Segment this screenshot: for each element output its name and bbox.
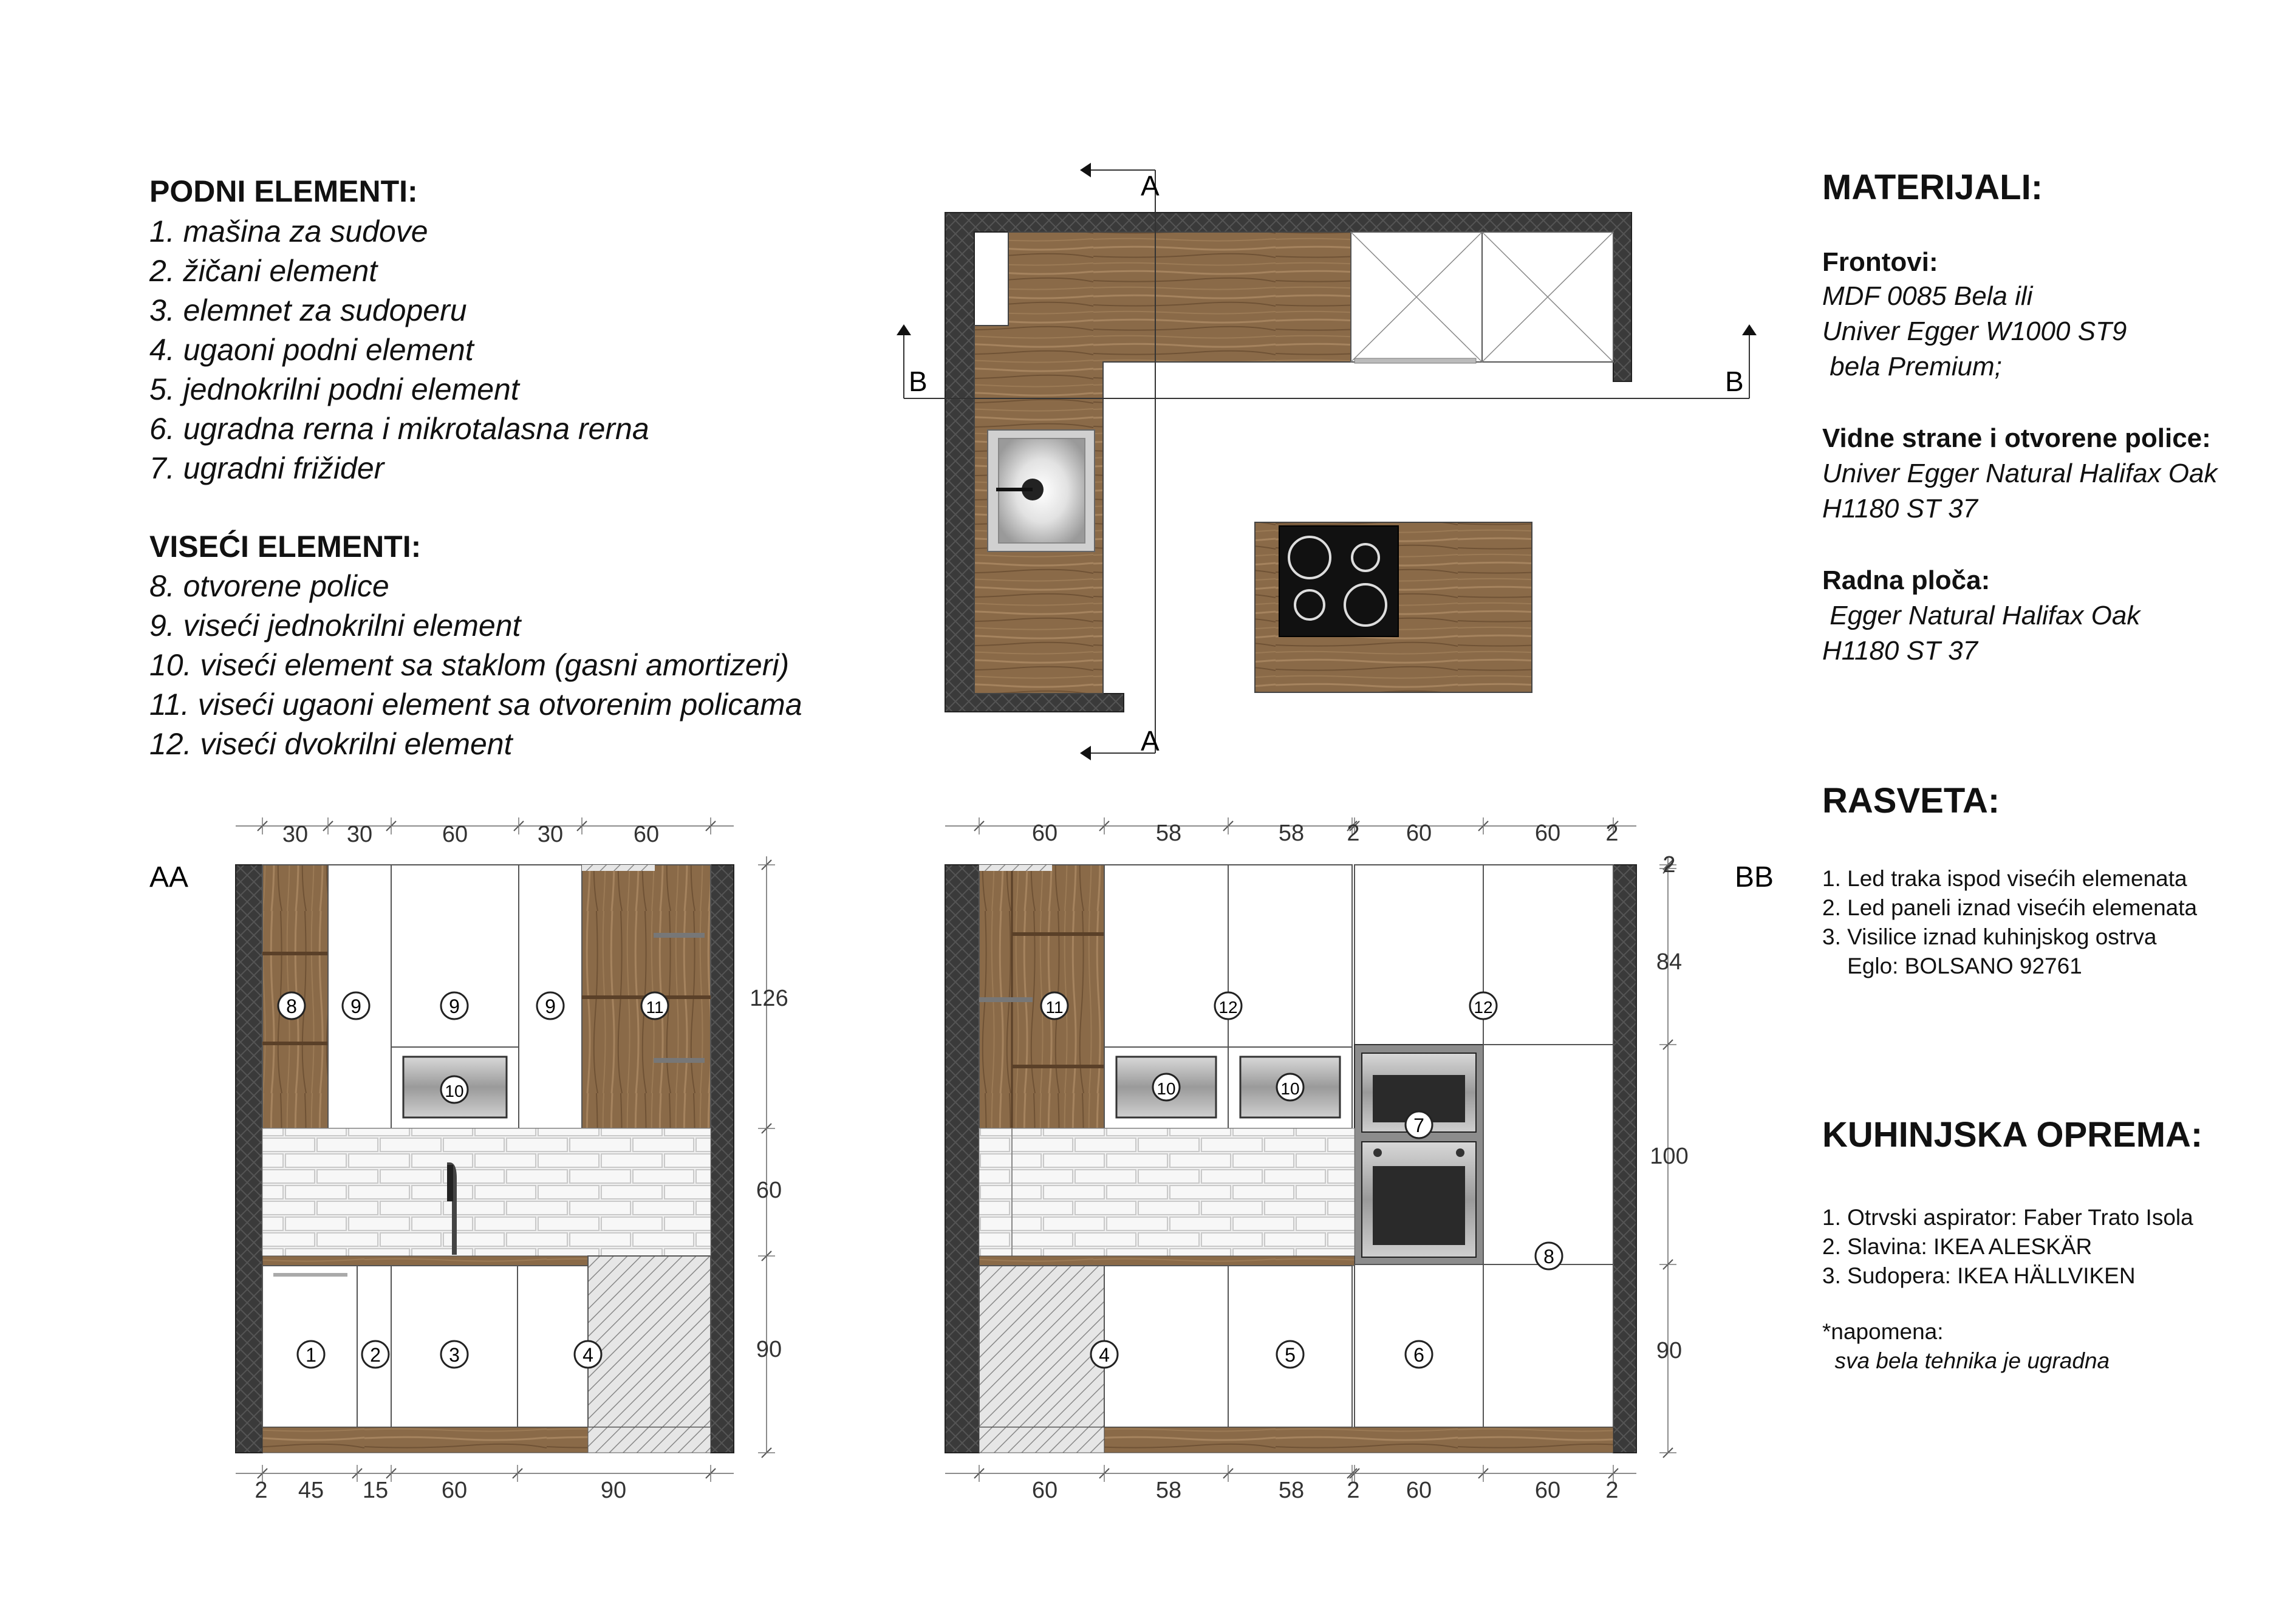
element-tag [1091, 1341, 1118, 1368]
element-tag-label: 10 [1280, 1079, 1300, 1098]
wall-item: 11. viseći ugaoni element sa otvorenim policama [149, 687, 802, 722]
elevation-bb-label: BB [1735, 861, 1774, 893]
aa-dim-top: 30 [346, 822, 373, 847]
wall-item: 12. viseći dvokrilni element [149, 727, 513, 761]
bb-upper-double-right [1228, 865, 1352, 1047]
element-tag [641, 992, 668, 1019]
element-tag-label: 8 [286, 995, 297, 1017]
worktop-line: H1180 ST 37 [1822, 636, 1978, 666]
element-tag [441, 1341, 468, 1368]
element-tag-label: 9 [350, 995, 361, 1017]
floor-item: 6. ugradna rerna i mikrotalasna rerna [149, 412, 649, 446]
bb-dim-right: 84 [1656, 949, 1683, 975]
element-tag-label: 11 [646, 998, 664, 1017]
element-tag-label: 10 [445, 1082, 464, 1100]
sides-line: H1180 ST 37 [1822, 494, 1978, 524]
element-tag [1215, 992, 1242, 1019]
equipment-line: 1. Otrvski aspirator: Faber Trato Isola [1822, 1205, 2193, 1230]
aa-dim-bottom: 15 [362, 1478, 389, 1503]
aa-wall-right [711, 865, 734, 1453]
wall-item: 8. otvorene police [149, 569, 389, 603]
aa-wall-left [236, 865, 262, 1453]
bb-dim-right: 100 [1650, 1144, 1689, 1169]
aa-dim-bottom: 90 [600, 1478, 627, 1503]
element-tag [575, 1341, 601, 1368]
element-tag [1406, 1341, 1432, 1368]
element-tag-label: 9 [449, 995, 460, 1017]
bb-dim-top: 60 [1406, 821, 1432, 846]
bb-dim-top: 58 [1155, 821, 1182, 846]
floor-item: 2. žičani element [149, 254, 378, 288]
fronts-label: Frontovi: [1822, 247, 1938, 277]
bb-worktop [979, 1256, 1355, 1266]
element-tag-label: 12 [1218, 998, 1238, 1017]
bb-corner-base [979, 1266, 1104, 1427]
element-tag [1277, 1341, 1303, 1368]
element-tag [298, 1341, 324, 1368]
element-tag [1536, 1243, 1562, 1269]
aa-dim-top: 60 [442, 822, 468, 847]
lighting-title: RASVETA: [1822, 781, 2000, 821]
wall-item: 9. viseći jednokrilni element [149, 609, 521, 643]
equipment-line: 3. Sudopera: IKEA HÄLLVIKEN [1822, 1263, 2136, 1288]
aa-dim-bottom: 60 [441, 1478, 468, 1503]
element-tag-label: 12 [1474, 998, 1493, 1017]
element-tag-label: 2 [370, 1344, 381, 1366]
bb-fridge-upper [1483, 1045, 1613, 1264]
bb-plinth [1104, 1427, 1613, 1453]
aa-dim-bottom: 45 [298, 1478, 324, 1503]
aa-worktop [262, 1256, 588, 1266]
element-tag-label: 9 [545, 995, 556, 1017]
sides-line: Univer Egger Natural Halifax Oak [1822, 459, 2218, 488]
lighting-line: 3. Visilice iznad kuhinjskog ostrva [1822, 924, 2157, 949]
aa-dim-bottom: 2 [255, 1478, 268, 1503]
sides-label: Vidne strane i otvorene police: [1822, 423, 2211, 453]
bb-dim-top: 2 [1347, 821, 1360, 846]
note-text: sva bela tehnika je ugradna [1822, 1348, 2110, 1373]
element-tag-label: 5 [1285, 1344, 1296, 1366]
bb-dim-top: 2 [1605, 821, 1619, 846]
bb-dim-bottom: 2 [1347, 1478, 1360, 1503]
floor-elements-title: PODNI ELEMENTI: [149, 174, 418, 208]
wall-item: 10. viseći element sa staklom (gasni amortizeri) [149, 648, 790, 682]
element-tag [1406, 1111, 1432, 1138]
floor-plan [897, 163, 1757, 760]
element-tag-label: 4 [583, 1344, 593, 1366]
bb-dim-top: 60 [1031, 821, 1058, 846]
element-tag-label: 8 [1543, 1246, 1554, 1268]
bb-tall-top-right [1483, 865, 1613, 1045]
element-tag [1153, 1074, 1180, 1100]
section-b-label-left: B [909, 366, 928, 397]
bb-wall-right [1613, 865, 1636, 1453]
element-tag-label: 7 [1413, 1114, 1424, 1136]
element-tag [441, 1076, 468, 1103]
aa-dim-right: 126 [750, 986, 788, 1011]
element-tag [1277, 1074, 1303, 1100]
bb-tall-bottom-right [1483, 1264, 1613, 1427]
floor-item: 7. ugradni frižider [149, 451, 384, 485]
elevation-bb [945, 817, 1774, 1503]
element-tag-label: 3 [449, 1344, 460, 1366]
bb-dim-bottom: 2 [1605, 1478, 1619, 1503]
element-tag-label: 4 [1099, 1344, 1110, 1366]
element-tag-label: 6 [1413, 1344, 1424, 1366]
fronts-line: bela Premium; [1822, 352, 2002, 381]
note-label: *napomena: [1822, 1319, 1944, 1344]
aa-dim-top: 30 [282, 822, 309, 847]
bb-dim-bottom: 58 [1278, 1478, 1305, 1503]
section-b-label-right: B [1725, 366, 1744, 397]
bb-dim-bottom: 58 [1155, 1478, 1182, 1503]
bb-dim-bottom: 60 [1534, 1478, 1561, 1503]
bb-dim-right: 90 [1656, 1338, 1683, 1363]
equipment-line: 2. Slavina: IKEA ALESKÄR [1822, 1234, 2093, 1259]
lighting-line: 2. Led paneli iznad visećih elemenata [1822, 895, 2198, 920]
bb-backsplash [979, 1128, 1355, 1264]
element-tag [343, 992, 369, 1019]
bb-dim-bottom: 60 [1406, 1478, 1432, 1503]
bb-wall-left [945, 865, 979, 1453]
bb-dim-right: 2 [1662, 852, 1676, 878]
element-tag-label: 11 [1045, 998, 1064, 1017]
materials-title: MATERIJALI: [1822, 168, 2043, 207]
fronts-line: MDF 0085 Bela ili [1822, 281, 2033, 311]
wall-elements-title: VISEĆI ELEMENTI: [149, 530, 422, 564]
elevation-aa-label: AA [149, 861, 189, 893]
bb-dim-bottom: 60 [1031, 1478, 1058, 1503]
floor-item: 5. jednokrilni podni element [149, 372, 519, 406]
bb-base-left [1104, 1266, 1228, 1427]
bb-dim-top: 58 [1278, 821, 1305, 846]
element-tag [537, 992, 564, 1019]
element-tag [362, 1341, 389, 1368]
bb-dim-top: 60 [1534, 821, 1561, 846]
element-tag [1470, 992, 1497, 1019]
floor-item: 3. elemnet za sudoperu [149, 293, 467, 327]
worktop-label: Radna ploča: [1822, 565, 1990, 595]
equipment-title: KUHINJSKA OPREMA: [1822, 1115, 2203, 1155]
aa-backsplash [262, 1128, 711, 1256]
aa-dim-top: 60 [633, 822, 660, 847]
aa-plinth [262, 1427, 588, 1453]
element-tag-label: 10 [1157, 1079, 1176, 1098]
aa-dim-right: 60 [756, 1178, 782, 1203]
section-a-label-top: A [1141, 170, 1160, 202]
aa-dim-top: 30 [537, 822, 564, 847]
element-tag [1041, 992, 1068, 1019]
bb-tall-top-left [1355, 865, 1483, 1045]
bb-corner-shelves [979, 865, 1104, 1128]
aa-corner-base-hatch [588, 1256, 711, 1427]
aa-dim-right: 90 [756, 1337, 782, 1362]
floor-item: 4. ugaoni podni element [149, 333, 474, 367]
lighting-line: Eglo: BOLSANO 92761 [1822, 954, 2082, 978]
bb-upper-double-left [1104, 865, 1228, 1047]
fronts-line: Univer Egger W1000 ST9 [1822, 316, 2127, 346]
section-a-label-bottom: A [1141, 725, 1160, 757]
worktop-line: Egger Natural Halifax Oak [1822, 601, 2141, 630]
element-tag [441, 992, 468, 1019]
lighting-line: 1. Led traka ispod visećih elemenata [1822, 866, 2187, 891]
floor-item: 1. mašina za sudove [149, 214, 428, 248]
element-tag-label: 1 [306, 1344, 316, 1366]
element-tag [278, 992, 305, 1019]
elevation-aa [149, 817, 788, 1503]
